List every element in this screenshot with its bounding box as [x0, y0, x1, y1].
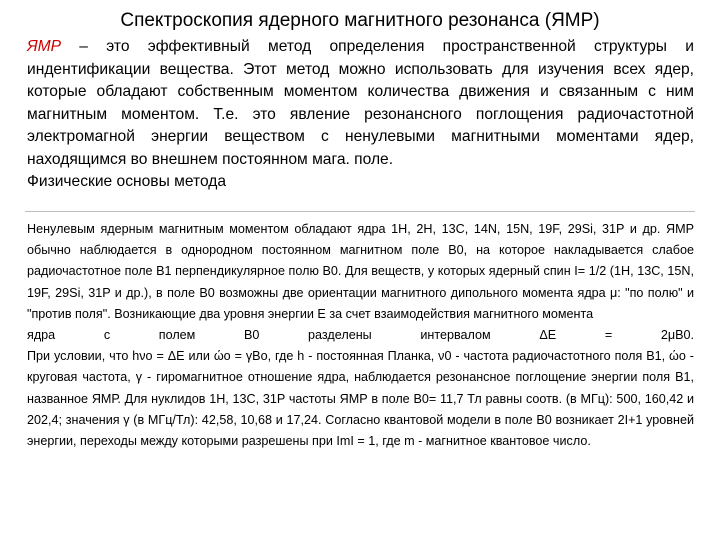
nuclei-tail: и др. ЯМР обычно наблюдается в однородном постоянном магнитном поле B0, на которое накладывается слабое радиочастотное поле B1 перпендикулярное полю B0. Для веществ, у которых ядерный спин I= 1/2 (1H, 13C, 15N, 19F, 29Si, 31P и др.), в поле B0 возможны две ориентации магнитного дипольного момента ядра μ: "по полю" и "против поля". Возникающие два уровня энергии E за счет взаимодействия магнитного момента [27, 222, 694, 321]
split-line: ядра с полем B0 разделены интервалом ΔE = 2μB0. [27, 328, 694, 343]
term-ymr: ЯМР [27, 38, 62, 55]
condition-paragraph: При условии, что hνo = ΔE или ώo = γBo, где h - постоянная Планка, ν0 - частота радиочастотного поля B1, ώo - круговая частота, γ - гиромагнитное отношение ядра, наблюдается резонансное поглощение энергии поля B1, названное ЯМР. Для нуклидов 1H, 13C, 31P частоты ЯМР в поле B0= 11,7 Тл равны соотв. (в МГц): 500, 160,42 и 202,4; значения γ (в МГц/Тл): 42,58, 10,68 и 17,24. Согласно квантовой модели в поле B0 возникает 2I+1 уровней энергии, переходы между которыми разрешены при ImI = 1, где m - магнитное квантовое число. [27, 349, 694, 449]
section-subheading: Физические основы метода [27, 173, 227, 190]
page-title: Спектроскопия ядерного магнитного резонанса (ЯМР) [120, 10, 600, 31]
section-divider [25, 211, 695, 212]
body-text [27, 219, 694, 452]
intro-paragraph [27, 36, 694, 194]
nuclei-lead: Ненулевым ядерным магнитным моментом обладают ядра [27, 222, 392, 236]
intro-definition: – это эффективный метод определения пространственной структуры и индентификации вещества. Этот метод можно использовать для изучения всех ядер, которые обладают собственным моментом количества движения и связанным с ним магнитным моментом. Т.е. это явление резонансного поглощения радиочастотной электромагной энергии веществом с ненулевыми магнитными моментами ядер, находящимся во внешнем постоянном мага. поле. [27, 38, 694, 168]
nuclei-list: 1H, 2H, 13C, 14N, 15N, 19F, 29Si, 31P [391, 222, 625, 236]
